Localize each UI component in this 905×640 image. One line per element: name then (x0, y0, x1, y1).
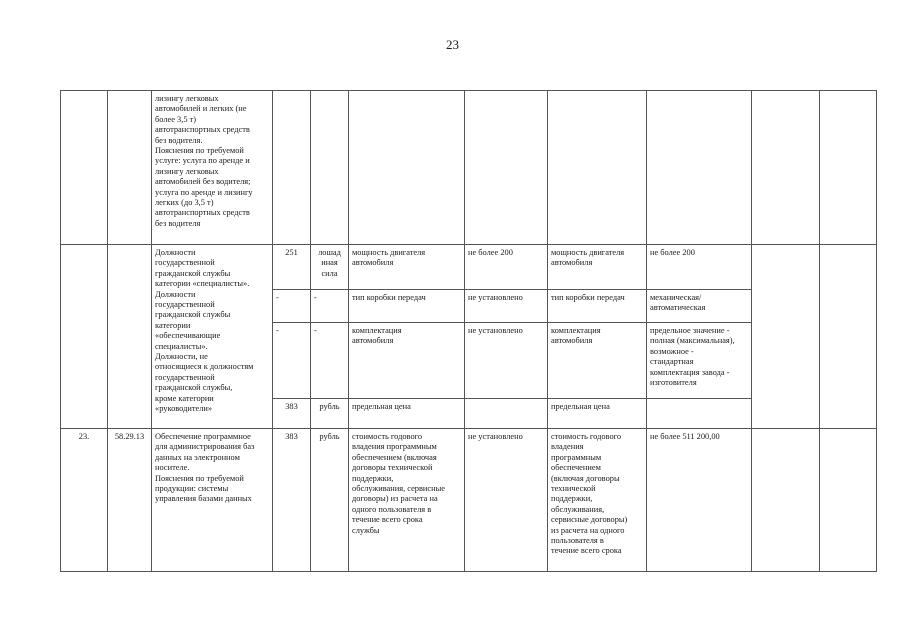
cell-num (61, 245, 108, 429)
cell-extra-1 (752, 91, 820, 245)
cell-characteristic: стоимость годового владения программным обеспечением (включая договоры технической поддержки, обслуживания, сервисные договоры) из расчета на одного пользователя в течение всего срока службы (349, 429, 465, 572)
cell-extra-1 (752, 245, 820, 429)
page-number: 23 (446, 37, 459, 52)
cell-code (273, 91, 311, 245)
cell-value (465, 399, 548, 429)
cell-code: 383 (273, 429, 311, 572)
cell-characteristic (349, 91, 465, 245)
cell-num: 23. (61, 429, 108, 572)
cell-extra-1 (752, 429, 820, 572)
cell-characteristic-2: предельная цена (548, 399, 647, 429)
cell-characteristic: мощность двигателя автомобиля (349, 245, 465, 290)
cell-characteristic-2: тип коробки передач (548, 290, 647, 323)
cell-unit (311, 91, 349, 245)
cell-value-2: не более 511 200,00 (647, 429, 752, 572)
cell-unit: рубль (311, 399, 349, 429)
cell-characteristic: тип коробки передач (349, 290, 465, 323)
cell-okpd (108, 91, 152, 245)
cell-unit: лошад иная сила (311, 245, 349, 290)
cell-value-2 (647, 91, 752, 245)
cell-extra-2 (820, 429, 877, 572)
cell-okpd (108, 245, 152, 429)
cell-unit: - (311, 290, 349, 323)
cell-positions: Должности государственной гражданской службы категории «специалисты». Должности государственной гражданской службы категории «обеспечивающие специалисты». Должности, не относящиеся к должностям государственной гражданской службы, кроме категории «руководители» (152, 245, 273, 429)
cell-value-2: механическая/ автоматическая (647, 290, 752, 323)
cell-value: не установлено (465, 290, 548, 323)
cell-characteristic-2: комплектация автомобиля (548, 323, 647, 399)
cell-value-2: предельное значение - полная (максимальная), возможное - стандартная комплектация завода - изготовителя (647, 323, 752, 399)
requirements-table (60, 90, 877, 572)
cell-name: лизингу легковых автомобилей и легких (не более 3,5 т) автотранспортных средств без водителя. Пояснения по требуемой услуге: услуга по аренде и лизингу легковых автомобилей без водителя; услуга по аренде и лизингу легких (до 3,5 т) автотранспортных средств без водителя (152, 91, 273, 245)
cell-code: 383 (273, 399, 311, 429)
cell-code: - (273, 323, 311, 399)
cell-characteristic: комплектация автомобиля (349, 323, 465, 399)
table-row (61, 91, 877, 245)
cell-value: не установлено (465, 323, 548, 399)
cell-name: Обеспечение программное для администрирования баз данных на электронном носителе. Пояснения по требуемой продукции: системы управления базами данных (152, 429, 273, 572)
cell-value-2: не более 200 (647, 245, 752, 290)
cell-code: - (273, 290, 311, 323)
cell-characteristic-2 (548, 91, 647, 245)
cell-characteristic-2: мощность двигателя автомобиля (548, 245, 647, 290)
cell-code: 251 (273, 245, 311, 290)
cell-value: не установлено (465, 429, 548, 572)
cell-value: не более 200 (465, 245, 548, 290)
cell-value-2 (647, 399, 752, 429)
cell-num (61, 91, 108, 245)
cell-characteristic-2: стоимость годового владения программным обеспечением (включая договоры технической поддержки, обслуживания, сервисные договоры) из расчета на одного пользователя в течение всего срока (548, 429, 647, 572)
table-row (61, 245, 877, 290)
cell-okpd: 58.29.13 (108, 429, 152, 572)
cell-characteristic: предельная цена (349, 399, 465, 429)
cell-extra-2 (820, 91, 877, 245)
cell-unit: - (311, 323, 349, 399)
cell-unit: рубль (311, 429, 349, 572)
table-row (61, 429, 877, 572)
cell-extra-2 (820, 245, 877, 429)
cell-value (465, 91, 548, 245)
